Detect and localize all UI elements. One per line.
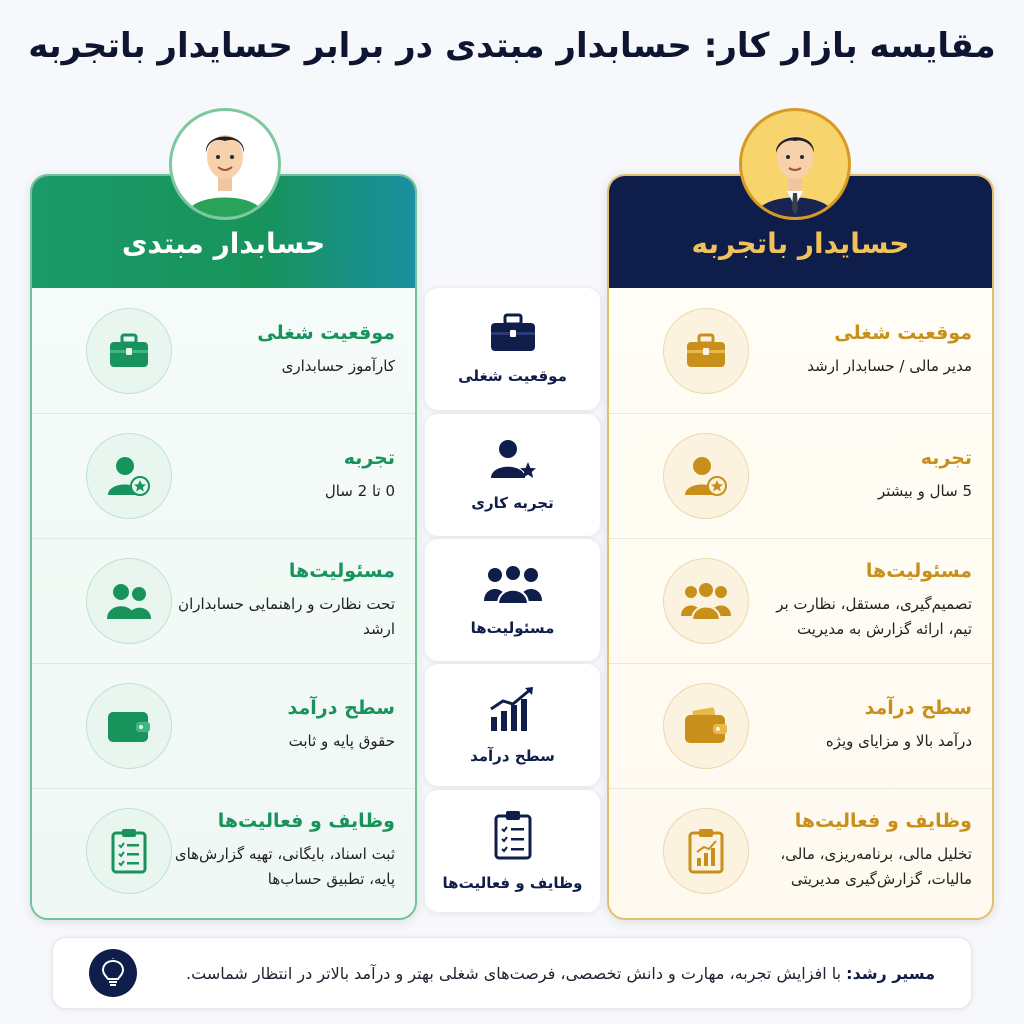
briefcase-icon xyxy=(86,308,172,394)
mid-label: سطح درآمد xyxy=(470,747,555,765)
lightbulb-icon xyxy=(89,949,137,997)
experienced-column xyxy=(607,174,994,920)
row-title: مسئولیت‌ها xyxy=(288,559,395,582)
mid-card-position xyxy=(424,287,601,411)
experienced-row-income xyxy=(609,663,992,788)
briefcase-icon xyxy=(489,313,537,357)
row-desc: مدیر مالی / حسابدار ارشد xyxy=(807,356,972,375)
row-title: سطح درآمد xyxy=(287,697,395,720)
experienced-row-experience xyxy=(609,413,992,538)
experienced-avatar xyxy=(739,108,851,220)
clipboard-chart-icon xyxy=(663,808,749,894)
junior-avatar xyxy=(169,108,281,220)
junior-row-position xyxy=(32,288,415,413)
row-desc: کارآموز حسابداری xyxy=(281,356,395,375)
mid-label: وظایف و فعالیت‌ها xyxy=(442,874,583,892)
experienced-row-tasks xyxy=(609,788,992,913)
user-star-icon xyxy=(488,438,538,484)
team-icon xyxy=(86,558,172,644)
row-desc: تحت نظارت و راهنمایی حسابداران ارشد xyxy=(178,594,395,638)
junior-column xyxy=(30,174,417,920)
row-desc: 0 تا 2 سال xyxy=(324,482,395,501)
junior-row-experience xyxy=(32,413,415,538)
row-title: وظایف و فعالیت‌ها xyxy=(217,809,395,832)
row-desc: 5 سال و بیشتر xyxy=(877,482,972,501)
team-icon xyxy=(483,563,543,609)
growth-path-text xyxy=(137,964,971,983)
experienced-row-responsibilities xyxy=(609,538,992,663)
row-desc: حقوق پایه و ثابت xyxy=(288,732,395,751)
row-title: موقعیت شغلی xyxy=(257,321,395,344)
mid-label: مسئولیت‌ها xyxy=(470,619,555,637)
mid-card-experience xyxy=(424,413,601,537)
wallet-icon xyxy=(86,683,172,769)
row-desc: ثبت اسناد، بایگانی، تهیه گزارش‌های پایه، تطبیق حساب‌ها xyxy=(174,844,395,888)
row-title: تجربه xyxy=(920,447,972,470)
row-desc: تصمیم‌گیری، مستقل، نظارت بر تیم، ارائه گزارش به مدیریت xyxy=(776,594,972,638)
row-desc: تخلیل مالی، برنامه‌ریزی، مالی، مالیات، گزارش‌گیری مدیریتی xyxy=(780,844,972,888)
experienced-row-position xyxy=(609,288,992,413)
briefcase-icon xyxy=(663,308,749,394)
page-title: مقایسه بازار کار: حسابدار مبتدی در برابر حسایدار باتجربه xyxy=(28,26,996,66)
growth-chart-icon xyxy=(487,685,539,737)
wallet-icon xyxy=(663,683,749,769)
row-title: سطح درآمد xyxy=(864,697,972,720)
row-desc: درآمد بالا و مزایای ویژه xyxy=(825,732,972,751)
mid-label: تجربه کاری xyxy=(471,494,554,512)
checklist-icon xyxy=(493,810,533,864)
user-star-icon xyxy=(86,433,172,519)
mid-card-tasks xyxy=(424,789,601,913)
user-star-icon xyxy=(663,433,749,519)
growth-path-banner xyxy=(52,937,972,1009)
junior-row-income xyxy=(32,663,415,788)
row-title: مسئولیت‌ها xyxy=(865,559,972,582)
row-title: موقعیت شغلی xyxy=(834,321,972,344)
row-title: وظایف و فعالیت‌ها xyxy=(794,809,972,832)
row-title: تجربه xyxy=(343,447,395,470)
clipboard-checklist-icon xyxy=(86,808,172,894)
junior-row-responsibilities xyxy=(32,538,415,663)
junior-row-tasks xyxy=(32,788,415,913)
junior-header: حسابدار مبتدی xyxy=(32,176,415,288)
growth-path-label: مسیر رشد: xyxy=(846,963,935,983)
experienced-header: حسایدار باتجربه xyxy=(609,176,992,288)
team-icon xyxy=(663,558,749,644)
mid-label: موقعیت شغلی xyxy=(458,367,567,385)
mid-card-income xyxy=(424,663,601,787)
growth-path-body: با افزایش تجربه، مهارت و دانش تخصصی، فرصت‌های شغلی بهتر و درآمد بالاتر در انتظار شماست. xyxy=(186,963,847,983)
mid-card-responsibilities xyxy=(424,538,601,662)
